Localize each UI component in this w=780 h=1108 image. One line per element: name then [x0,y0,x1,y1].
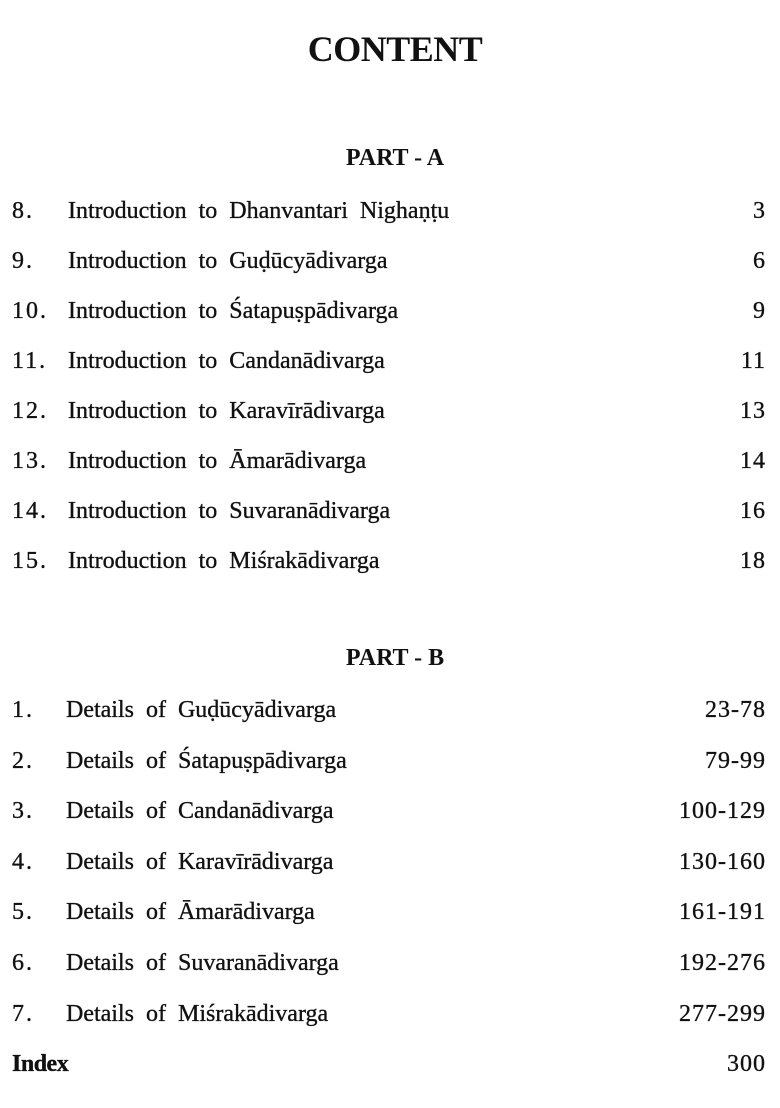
toc-entry-label: Introduction to Suvaranādivarga [68,498,391,524]
toc-entry-label: Details of Śatapuṣpādivarga [66,747,347,774]
toc-entry[interactable] [0,436,780,486]
toc-entry-num: 8. [12,198,34,224]
toc-entry[interactable] [0,286,780,336]
toc-entry-num: 15. [12,548,48,574]
toc-entry-label: Details of Miśrakādivarga [66,1000,329,1027]
toc-entry-label: Details of Candanādivarga [66,798,334,825]
toc-entry-page: 23-78 [705,697,766,723]
index-label: Index [12,1051,69,1078]
toc-entry-page: 161-191 [679,899,766,926]
toc-entry-page: 9 [753,298,766,324]
toc-entry-page: 100-129 [679,798,766,825]
toc-entry[interactable] [0,386,780,436]
toc-entry[interactable] [0,837,780,888]
toc-entry[interactable] [0,336,780,386]
toc-entry-label: Introduction to Candanādivarga [68,348,385,374]
toc-entry-label: Introduction to Karavīrādivarga [68,398,385,424]
toc-entry[interactable] [0,536,780,586]
toc-entry[interactable] [0,186,780,236]
toc-entry[interactable] [0,786,780,837]
toc-entry-num: 11. [12,348,48,374]
toc-entry[interactable] [0,236,780,286]
toc-entry-page: 18 [740,548,766,574]
toc-entry[interactable] [0,685,780,736]
toc-entry[interactable] [0,887,780,938]
toc-entry-page: 11 [740,348,766,374]
toc-entry-num: 14. [12,498,48,524]
toc-entry-page: 3 [753,198,766,224]
toc-entry-num: 5. [12,899,34,926]
toc-entry-label: Details of Āmarādivarga [66,899,315,926]
toc-entry-label: Introduction to Āmarādivarga [68,448,367,474]
toc-entry-page: 6 [753,248,766,274]
part-a-list [0,186,780,586]
index-page: 300 [727,1051,766,1078]
toc-entry-num: 4. [12,848,34,875]
part-a-heading: PART - A [345,145,445,171]
toc-entry-label: Introduction to Dhanvantari Nighaṇṭu [68,198,450,224]
toc-entry-num: 10. [12,298,48,324]
toc-entry[interactable] [0,989,780,1040]
toc-entry-num: 1. [12,697,34,723]
toc-entry-page: 277-299 [679,1000,766,1027]
toc-entry-page: 130-160 [679,848,766,875]
toc-entry-num: 2. [12,747,34,774]
toc-entry-page: 13 [740,398,766,424]
toc-entry-num: 7. [12,1000,34,1027]
toc-entry-label: Details of Suvaranādivarga [66,949,339,976]
page-title: CONTENT [307,29,483,69]
toc-entry-num: 6. [12,949,34,976]
toc-entry-label: Details of Karavīrādivarga [66,848,334,875]
toc-entry[interactable] [0,486,780,536]
toc-entry-num: 12. [12,398,48,424]
toc-entry-label: Introduction to Śatapuṣpādivarga [68,298,399,324]
toc-entry-page: 14 [740,448,766,474]
part-b-heading: PART - B [345,645,445,671]
toc-entry-num: 3. [12,798,34,825]
toc-entry-num: 9. [12,248,34,274]
toc-entry-label: Introduction to Guḍūcyādivarga [68,248,388,274]
part-b-list [0,685,780,1090]
toc-entry-label: Details of Guḍūcyādivarga [66,697,337,723]
toc-entry-num: 13. [12,448,48,474]
toc-entry-page: 79-99 [705,747,766,774]
toc-entry-page: 192-276 [679,949,766,976]
toc-entry-label: Introduction to Miśrakādivarga [68,548,380,574]
toc-entry[interactable] [0,938,780,989]
toc-entry-index[interactable] [0,1039,780,1090]
toc-entry-page: 16 [740,498,766,524]
toc-entry[interactable] [0,736,780,787]
